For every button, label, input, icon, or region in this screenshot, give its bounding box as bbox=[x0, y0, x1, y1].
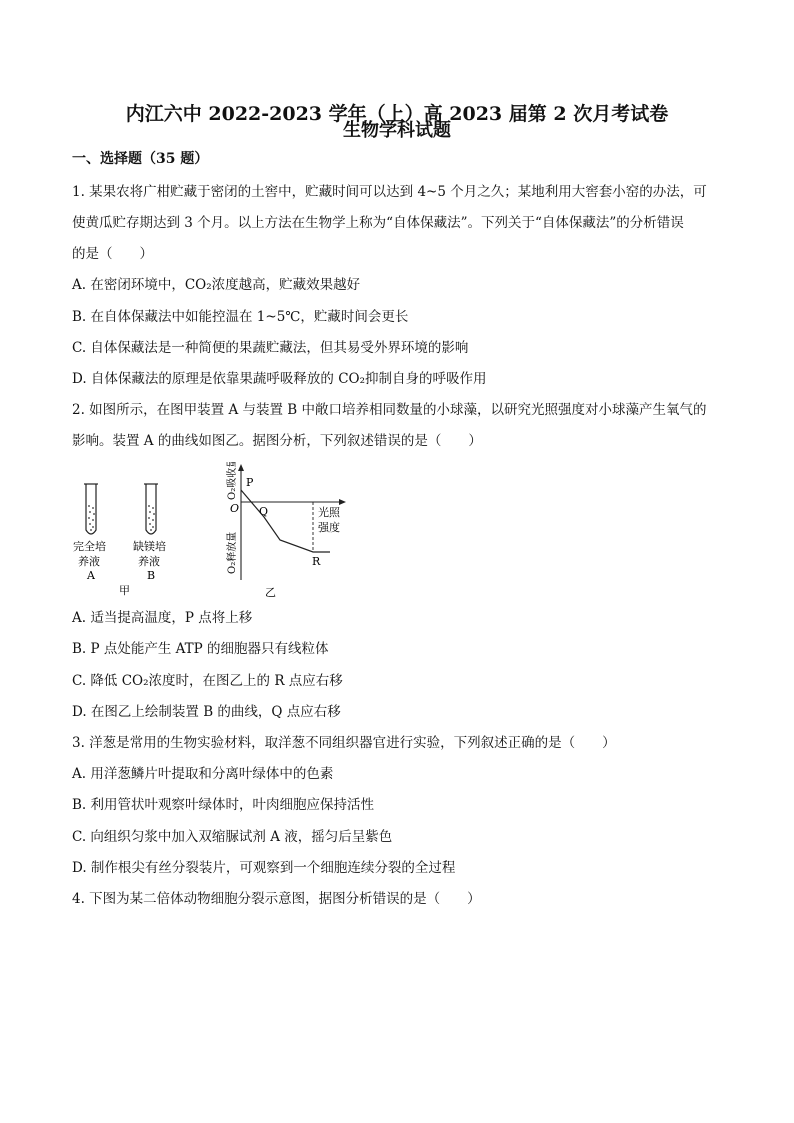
q2-figure-svg bbox=[60, 462, 380, 602]
q2-option-c: C. 降低 CO₂浓度时，在图乙上的 R 点应右移 bbox=[72, 673, 343, 689]
tube-b-letter: B bbox=[147, 569, 156, 582]
q2-stem-line2: 影响。装置 A 的曲线如图乙。据图分析，下列叙述错误的是（ ） bbox=[72, 433, 482, 449]
point-o-label: O bbox=[230, 502, 240, 515]
q3-option-c: C. 向组织匀浆中加入双缩脲试剂 A 液，摇匀后呈紫色 bbox=[72, 829, 393, 845]
q1-option-d: D. 自体保藏法的原理是依靠果蔬呼吸释放的 CO₂抑制自身的呼吸作用 bbox=[72, 371, 487, 387]
page-subtitle: 生物学科试题 bbox=[343, 120, 451, 141]
q3-stem: 3. 洋葱是常用的生物实验材料，取洋葱不同组织器官进行实验，下列叙述正确的是（ ） bbox=[72, 735, 616, 751]
graph-yi bbox=[225, 462, 346, 599]
q1-stem-line3: 的是（ ） bbox=[72, 246, 153, 262]
section-heading: 一、选择题（35 题） bbox=[72, 151, 209, 167]
tube-a-label1: 完全培 bbox=[73, 540, 106, 553]
q1-option-a: A. 在密闭环境中，CO₂浓度越高，贮藏效果越好 bbox=[72, 277, 361, 293]
tube-a-label2: 养液 bbox=[78, 555, 100, 568]
q3-option-d: D. 制作根尖有丝分裂装片，可观察到一个细胞连续分裂的全过程 bbox=[72, 860, 456, 876]
tube-b-label2: 养液 bbox=[138, 555, 160, 568]
x-axis-label2: 强度 bbox=[318, 521, 340, 534]
point-q-label: Q bbox=[259, 505, 269, 518]
tube-b bbox=[144, 484, 158, 534]
graph-x-arrow bbox=[339, 499, 346, 505]
q3-option-b: B. 利用管状叶观察叶绿体时，叶肉细胞应保持活性 bbox=[72, 797, 375, 813]
graph-y-arrow bbox=[238, 464, 244, 471]
point-p-label: P bbox=[246, 476, 254, 489]
q2-option-d: D. 在图乙上绘制装置 B 的曲线，Q 点应右移 bbox=[72, 704, 341, 720]
y-lower-label: O₂释放量 bbox=[227, 531, 238, 574]
tube-a-letter: A bbox=[87, 569, 95, 582]
q1-option-c: C. 自体保藏法是一种简便的果蔬贮藏法，但其易受外界环境的影响 bbox=[72, 340, 469, 356]
y-upper-label: O₂吸收量 bbox=[227, 462, 238, 500]
q1-option-b: B. 在自体保藏法中如能控温在 1~5℃，贮藏时间会更长 bbox=[72, 309, 409, 325]
tube-a bbox=[84, 484, 98, 534]
q1-stem-line1: 1. 某果农将广柑贮藏于密闭的土窖中，贮藏时间可以达到 4~5 个月之久；某地利用大窖套小窑的办法，可 bbox=[72, 184, 707, 200]
q1-stem-line2: 使黄瓜贮存期达到 3 个月。以上方法在生物学上称为“自体保藏法”。下列关于“自体保藏法”的分析错误 bbox=[72, 215, 684, 231]
x-axis-label1: 光照 bbox=[318, 506, 340, 519]
graph-curve bbox=[241, 490, 330, 552]
q2-stem-line1: 2. 如图所示，在图甲装置 A 与装置 B 中敞口培养相同数量的小球藻，以研究光照强度对小球藻产生氧气的 bbox=[72, 402, 707, 418]
q4-stem: 4. 下图为某二倍体动物细胞分裂示意图，据图分析错误的是（ ） bbox=[72, 891, 481, 907]
q2-option-a: A. 适当提高温度，P 点将上移 bbox=[72, 610, 253, 626]
page-title: 内江六中 2022-2023 学年（上）高 2023 届第 2 次月考试卷 bbox=[125, 103, 669, 125]
q3-option-a: A. 用洋葱鳞片叶提取和分离叶绿体中的色素 bbox=[72, 766, 334, 782]
figure-jia-caption: 甲 bbox=[119, 584, 130, 597]
q2-option-b: B. P 点处能产生 ATP 的细胞器只有线粒体 bbox=[72, 641, 329, 657]
figure-yi-caption: 乙 bbox=[265, 586, 276, 599]
q2-figure bbox=[60, 462, 380, 602]
tube-b-label1: 缺镁培 bbox=[133, 540, 166, 553]
point-r-label: R bbox=[312, 555, 321, 568]
